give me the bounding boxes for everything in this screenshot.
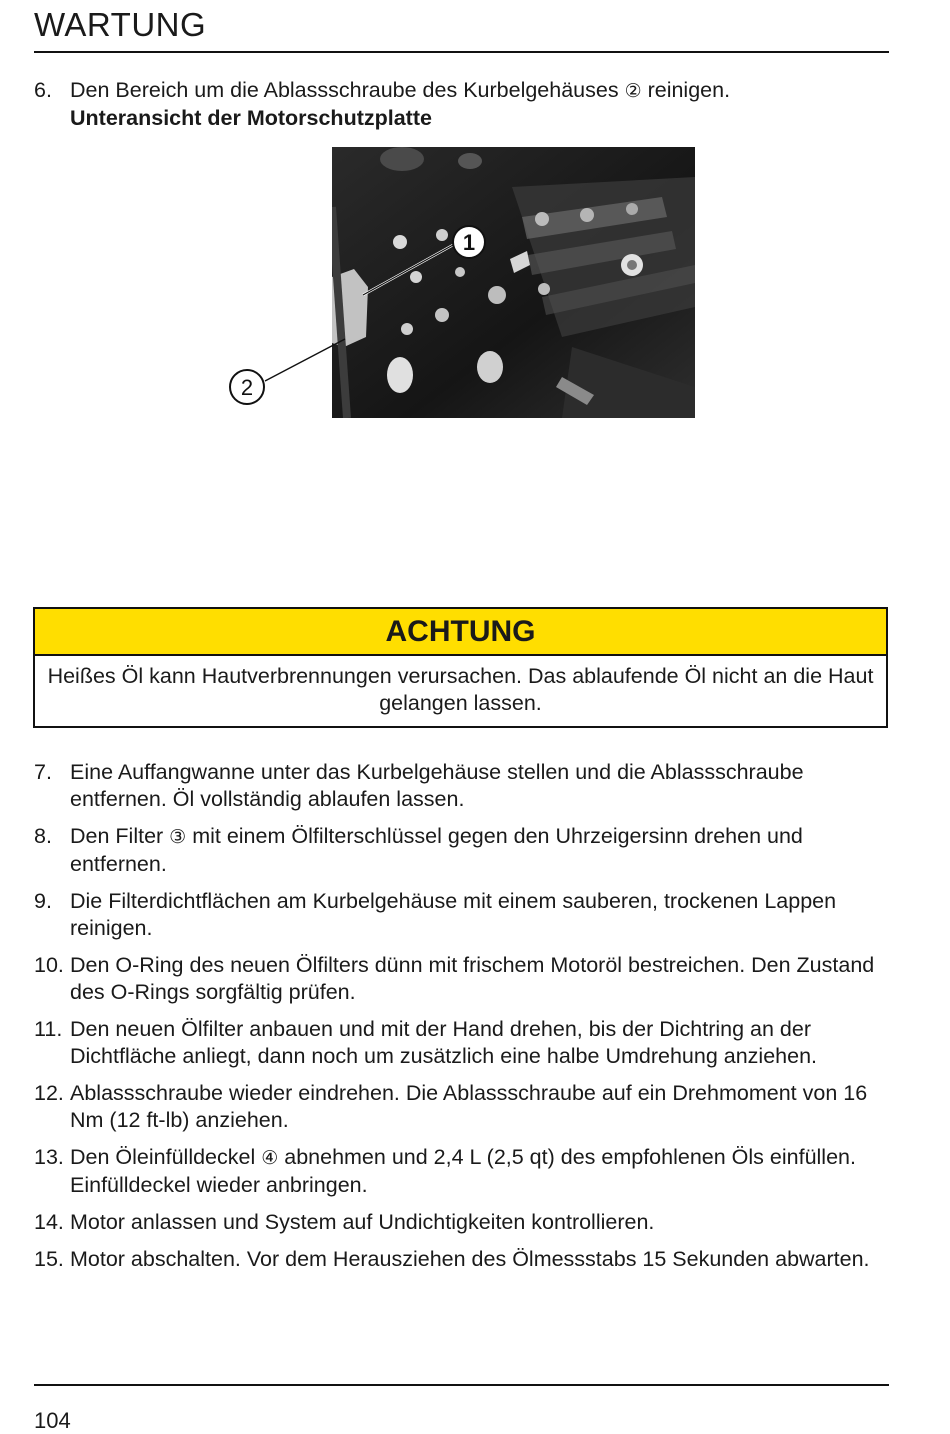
list-item [34,759,890,813]
skid-plate-figure [225,145,700,420]
list-item [34,952,890,1006]
leader-line-1 [363,245,453,295]
list-item [34,1080,890,1134]
reference-marker: ② [624,81,642,102]
step-list-bottom [34,759,890,1283]
callout-overlay [225,145,700,420]
step-list-top [34,77,890,142]
step-number: 11. [34,1017,63,1041]
list-item [34,1246,890,1273]
step-text: Motor anlassen und System auf Undichtigkeiten kontrollieren. [70,1210,655,1234]
step-number: 12. [34,1081,64,1105]
list-item [34,888,890,942]
list-item [34,823,890,878]
step-number: 8. [34,824,52,848]
footer-rule [34,1384,889,1386]
step-text: Ablassschraube wieder eindrehen. Die Ablassschraube auf ein Drehmoment von 16 Nm (12 ft-lb) anziehen. [70,1081,868,1132]
header-rule [34,51,889,53]
figure-subheading: Unteransicht der Motorschutzplatte [70,106,432,130]
callout-1-label: 1 [462,230,476,255]
step-text: Den neuen Ölfilter anbauen und mit der Hand drehen, bis der Dichtring an der Dichtfläche anliegt, dann noch um zusätzlich eine halbe Umdrehung anziehen. [70,1017,817,1068]
warning-title: ACHTUNG [35,609,886,656]
step-text: abnehmen und 2,4 L (2,5 qt) des empfohlenen Öls einfüllen. Einfülldeckel wieder anbringen. [70,1145,856,1197]
step-text: Den Filter [70,824,170,848]
step-number: 15. [34,1247,64,1271]
step-text: reinigen. [641,78,731,102]
step-text: Den Bereich um die Ablassschraube des Kurbelgehäuses [70,78,625,102]
step-text: Den Öleinfülldeckel [70,1145,262,1169]
page-header-title: WARTUNG [34,6,207,43]
reference-marker: ③ [169,827,187,848]
step-text: Motor abschalten. Vor dem Herausziehen des Ölmessstabs 15 Sekunden abwarten. [70,1247,870,1271]
step-number: 6. [34,78,52,102]
step-number: 9. [34,889,52,913]
callout-2-label: 2 [240,375,254,400]
step-number: 14. [34,1210,64,1234]
list-item [34,77,890,132]
reference-marker: ④ [261,1148,279,1169]
step-number: 7. [34,760,52,784]
page-number: 104 [34,1408,71,1433]
step-text: Den O-Ring des neuen Ölfilters dünn mit frischem Motoröl bestreichen. Den Zustand des O-Rings sorgfältig prüfen. [70,953,875,1004]
leader-line-2 [265,339,345,381]
step-text: Eine Auffangwanne unter das Kurbelgehäuse stellen und die Ablassschraube entfernen. Öl vollständig ablaufen lassen. [70,760,804,811]
list-item [34,1144,890,1199]
step-number: 13. [34,1145,64,1169]
step-text: mit einem Ölfilterschlüssel gegen den Uhrzeigersinn drehen und entfernen. [70,824,803,876]
list-item [34,1016,890,1070]
step-number: 10. [34,953,64,977]
warning-box [33,607,888,728]
warning-text: Heißes Öl kann Hautverbrennungen verursachen. Das ablaufende Öl nicht an die Haut gelangen lassen. [47,664,874,715]
step-text: Die Filterdichtflächen am Kurbelgehäuse mit einem sauberen, trockenen Lappen reinigen. [70,889,837,940]
list-item [34,1209,890,1236]
